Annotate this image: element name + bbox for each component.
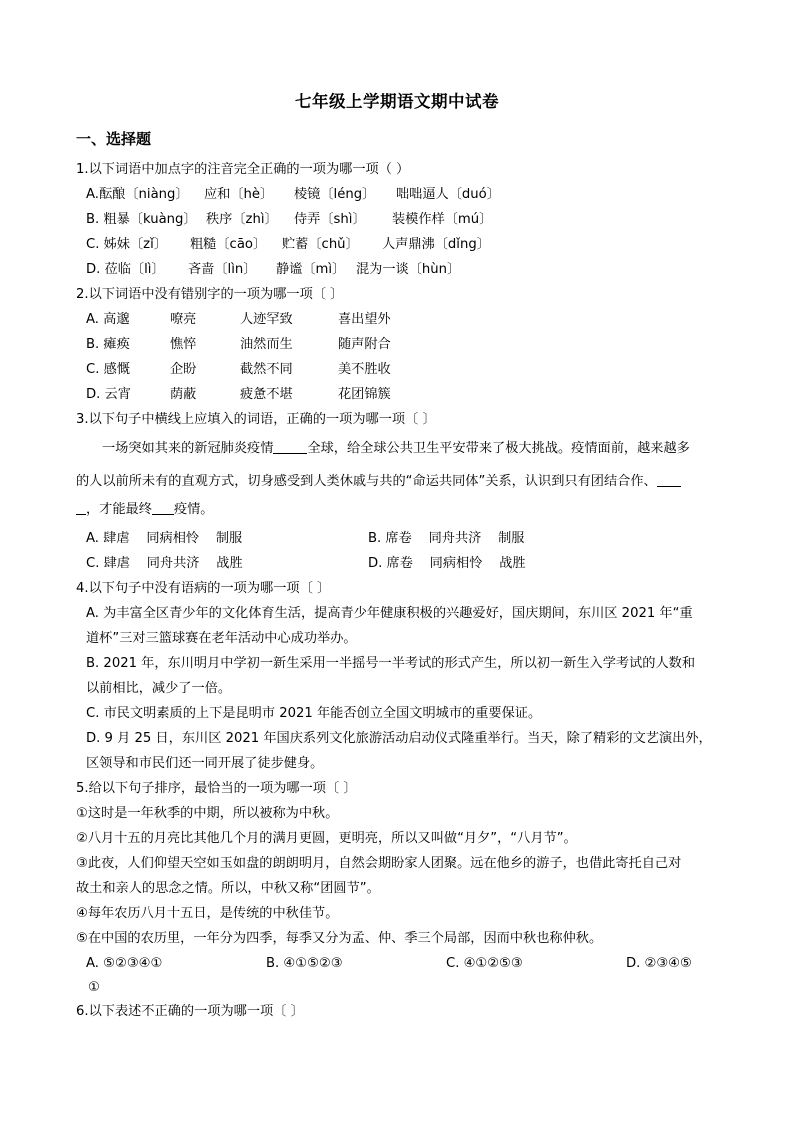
q3-passage-text: 疫情。 [173, 502, 214, 517]
q3-passage-line-1 [102, 439, 690, 459]
q5-sentence: ⑤在中国的农历里，一年分为四季，每季又分为孟、仲、季三个局部，因而中秋也称仲秋。 [76, 931, 603, 946]
q3-passage-text: 全球，给全球公共卫生平安带来了极大挑战。疫情面前，越来越多 [307, 441, 690, 456]
q1-option-b-4: 装模作样〔mú〕 [392, 212, 493, 227]
q2-option-d-3: 疲惫不堪 [240, 387, 293, 402]
q3-passage-text: ，才能最终 [86, 502, 152, 517]
q1-option-c-2: 粗糙〔cāo〕 [190, 237, 267, 252]
q1-option-d-4: 混为一谈〔hùn〕 [356, 262, 461, 277]
q2-option-c-1: C. 感慨 [86, 362, 130, 377]
q4-option-line: D. 9 月 25 日，东川区 2021 年国庆系列文化旅游活动启动仪式隆重举行。当天，除了精彩的文艺演出外， [86, 731, 712, 746]
q4-option-line: 道杯”三对三篮球赛在老年活动中心成功举办。 [86, 631, 357, 646]
q1-option-a-4: 咄咄逼人〔duó〕 [396, 187, 500, 202]
q3-passage-line-3 [76, 500, 214, 520]
question-5-stem: 5.给以下句子排序，最恰当的一项为哪一项〔 〕 [76, 781, 357, 796]
q4-option-line: 区领导和市民们还一同开展了徒步健身。 [86, 756, 324, 771]
q2-option-d-4: 花团锦簇 [338, 387, 391, 402]
fill-blank-3[interactable] [152, 500, 174, 515]
q3-option-c: C. 肆虐 同舟共济 战胜 [86, 556, 243, 571]
q5-sentence: ①这时是一年秋季的中期，所以被称为中秋。 [76, 806, 339, 821]
q4-option-line: 以前相比，减少了一倍。 [86, 681, 232, 696]
q3-passage-line-2 [76, 472, 681, 492]
q5-sentence: ④每年农历八月十五日，是传统的中秋佳节。 [76, 906, 339, 921]
fill-blank-1[interactable] [273, 439, 307, 454]
q2-option-b-2: 憔悴 [170, 337, 197, 352]
q5-option-b: B. ④①⑤②③ [266, 956, 343, 971]
fill-blank-2-cont[interactable] [76, 500, 86, 515]
q3-option-d: D. 席卷 同病相怜 战胜 [368, 556, 526, 571]
question-6-stem: 6.以下表述不正确的一项为哪一项〔 〕 [76, 1004, 304, 1019]
q5-option-c: C. ④①②⑤③ [446, 956, 523, 971]
q3-passage-text: 的人以前所未有的直观方式，切身感受到人类休戚与共的“命运共同体”关系，认识到只有团结合作、 [76, 474, 657, 489]
q2-option-d-2: 荫蔽 [170, 387, 197, 402]
q5-sentence: 故土和亲人的思念之情。所以，中秋又称“团圆节”。 [76, 881, 380, 896]
q2-option-a-1: A. 高邈 [86, 312, 130, 327]
q2-option-b-3: 油然而生 [240, 337, 293, 352]
q1-option-c-3: 贮蓄〔chǔ〕 [282, 237, 359, 252]
q2-option-a-4: 喜出望外 [338, 312, 391, 327]
q4-option-line: C. 市民文明素质的上下是昆明市 2021 年能否创立全国文明城市的重要保证。 [86, 706, 542, 721]
q2-option-b-4: 随声附合 [338, 337, 391, 352]
q5-option-d-wrap: ① [88, 980, 100, 995]
page-title: 七年级上学期语文期中试卷 [295, 92, 499, 111]
question-2-stem: 2.以下词语中没有错别字的一项为哪一项〔 〕 [76, 287, 344, 302]
q2-option-a-2: 嘹亮 [170, 312, 197, 327]
q1-option-a-1: A.酝酿〔niàng〕 [86, 187, 189, 202]
fill-blank-2[interactable] [657, 472, 681, 487]
q2-option-d-1: D. 云宵 [86, 387, 131, 402]
q1-option-b-2: 秩序〔zhì〕 [206, 212, 278, 227]
q3-option-a: A. 肆虐 同病相怜 制服 [86, 531, 243, 546]
q5-sentence: ③此夜，人们仰望天空如玉如盘的朗朗明月，自然会期盼家人团聚。远在他乡的游子，也借此寄托自己对 [76, 856, 682, 871]
question-3-stem: 3.以下句子中横线上应填入的词语，正确的一项为哪一项〔 〕 [76, 412, 436, 427]
q1-option-c-4: 人声鼎沸〔dǐng〕 [382, 237, 490, 252]
q1-option-d-2: 吝啬〔lìn〕 [188, 262, 257, 277]
q1-option-c-1: C. 姊妹〔zǐ〕 [86, 237, 167, 252]
q3-option-b: B. 席卷 同舟共济 制服 [368, 531, 525, 546]
q4-option-line: A. 为丰富全区青少年的文化体育生活，提高青少年健康积极的兴趣爱好，国庆期间，东川区 2021 年“重 [86, 606, 693, 621]
q1-option-d-3: 静谧〔mì〕 [276, 262, 346, 277]
question-1-stem: 1.以下词语中加点字的注音完全正确的一项为哪一项（ ） [76, 162, 410, 177]
q5-sentence: ②八月十五的月亮比其他几个月的满月更圆，更明亮，所以又叫做“月夕”，“八月节”。 [76, 831, 577, 846]
q2-option-a-3: 人迹罕致 [240, 312, 293, 327]
q5-option-a: A. ⑤②③④① [86, 956, 163, 971]
q4-option-line: B. 2021 年，东川明月中学初一新生采用一半摇号一半考试的形式产生，所以初一新生入学考试的人数和 [86, 656, 696, 671]
q1-option-b-1: B. 粗暴〔kuàng〕 [86, 212, 197, 227]
q1-option-a-2: 应和〔hè〕 [204, 187, 274, 202]
q2-option-c-2: 企盼 [170, 362, 197, 377]
q1-option-d-1: D. 莅临〔lì〕 [86, 262, 165, 277]
q3-passage-text: 一场突如其来的新冠肺炎疫情 [102, 441, 274, 456]
q2-option-c-3: 截然不同 [240, 362, 293, 377]
section-heading: 一、选择题 [76, 130, 152, 148]
q2-option-c-4: 美不胜收 [338, 362, 391, 377]
q5-option-d: D. ②③④⑤ [626, 956, 692, 971]
q1-option-a-3: 棱镜〔léng〕 [294, 187, 376, 202]
question-4-stem: 4.以下句子中没有语病的一项为哪一项〔 〕 [76, 581, 331, 596]
q1-option-b-3: 侍弄〔shì〕 [294, 212, 366, 227]
q2-option-b-1: B. 瘫痪 [86, 337, 130, 352]
